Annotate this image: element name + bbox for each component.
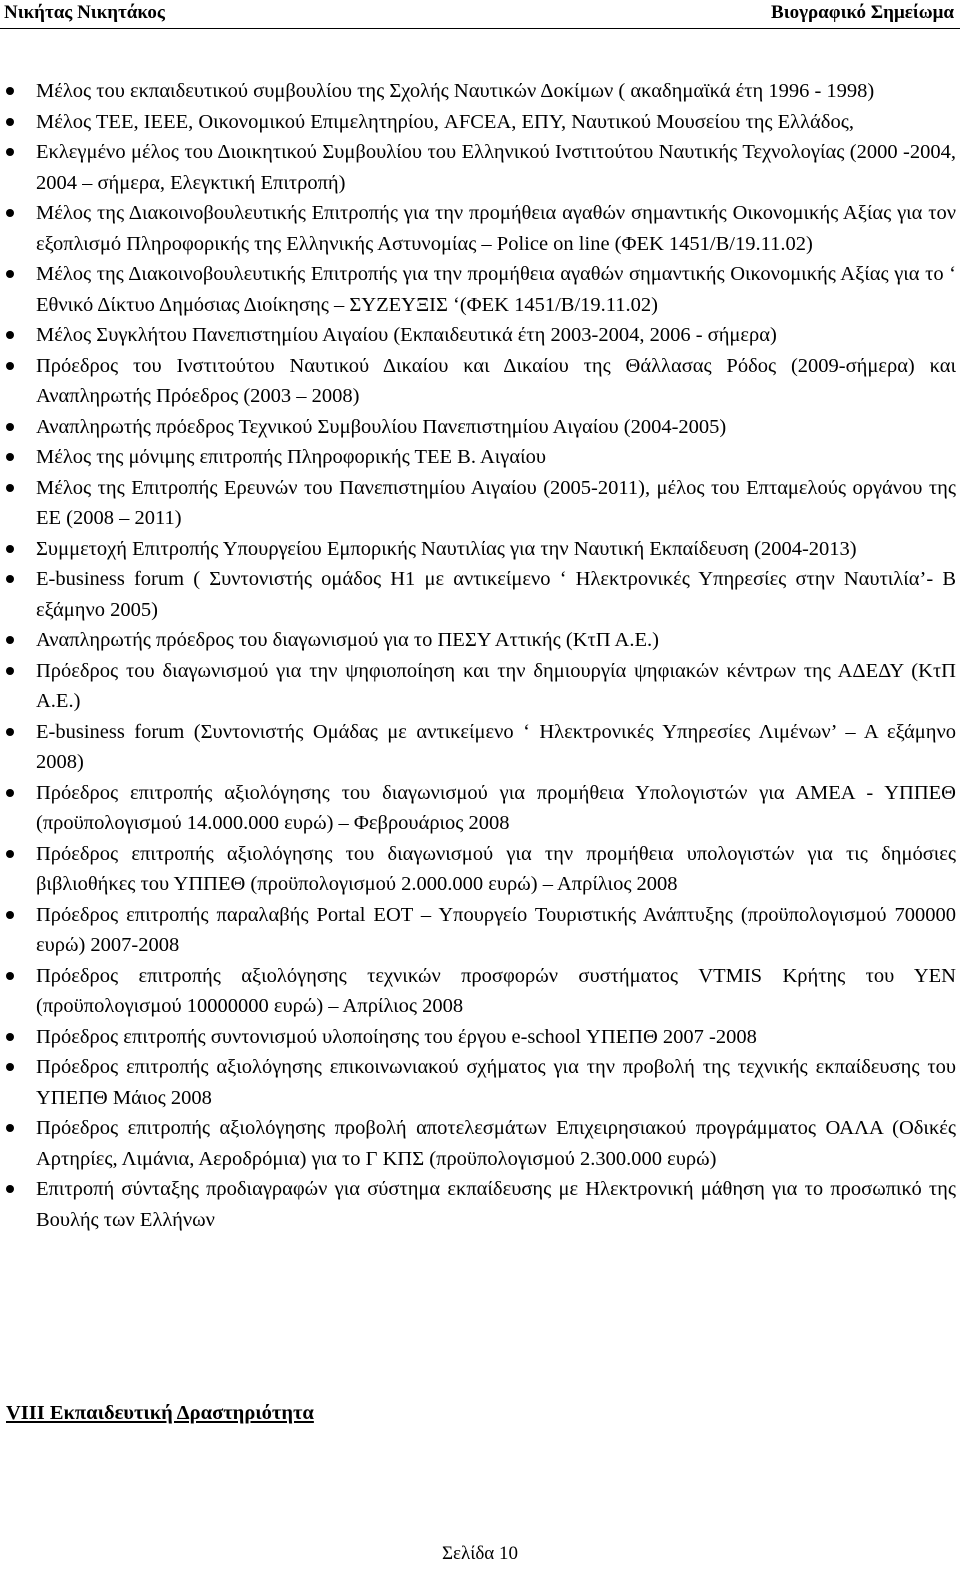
list-item-text: Πρόεδρος επιτροπής αξιολόγησης προβολή αποτελεσμάτων Επιχειρησιακού προγράμματος ΟΑΛΑ (Οδικές Αρτηρίες, Λιμάνια, Αεροδρόμια) για το Γ ΚΠΣ (προϋπολογισμού 2.300.000 ευρώ) — [36, 1117, 956, 1170]
bullet-icon — [6, 667, 14, 675]
list-item-text: Πρόεδρος επιτροπής συντονισμού υλοποίησης του έργου e-school ΥΠΕΠΘ 2007 -2008 — [36, 1025, 757, 1048]
list-item — [0, 564, 960, 625]
list-item — [0, 778, 960, 839]
list-item-text: Πρόεδρος του διαγωνισμού για την ψηφιοποίηση και την δημιουργία ψηφιακών κέντρων της ΑΔΕΔΥ (ΚτΠ Α.Ε.) — [36, 659, 956, 712]
bullet-icon — [6, 1033, 14, 1041]
list-item-text: Πρόεδρος επιτροπής παραλαβής Portal ΕΟΤ – Υπουργείο Τουριστικής Ανάπτυξης (προϋπολογισμού 700000 ευρώ) 2007-2008 — [36, 903, 956, 956]
bullet-icon — [6, 850, 14, 858]
bullet-icon — [6, 789, 14, 797]
list-item-text: E-business forum (Συντονιστής Ομάδας με αντικείμενο ‘ Ηλεκτρονικές Υπηρεσίες Λιμένων’ – Α εξάμηνο 2008) — [36, 720, 956, 773]
list-item — [0, 1052, 960, 1113]
list-item-text: Πρόεδρος επιτροπής αξιολόγησης επικοινωνιακού σχήματος για την προβολή της τεχνικής εκπαίδευσης του ΥΠΕΠΘ Μάιος 2008 — [36, 1056, 956, 1109]
bullet-icon — [6, 1185, 14, 1193]
list-item — [0, 442, 960, 473]
section-heading: VIII Εκπαιδευτική Δραστηριότητα — [6, 1402, 314, 1424]
list-item-text: Μέλος της Διακοινοβουλευτικής Επιτροπής για την προμήθεια αγαθών σημαντικής Οικονομικής Αξίας για το ‘ Εθνικό Δίκτυο Δημόσιας Διοίκησης – ΣΥΖΕΥΞΙΣ ‘(ΦΕΚ 1451/Β/19.11.02) — [36, 263, 956, 316]
list-item-text: Επιτροπή σύνταξης προδιαγραφών για σύστημα εκπαίδευσης με Ηλεκτρονική μάθηση για το προσωπικό της Βουλής των Ελλήνων — [36, 1178, 956, 1231]
bullet-icon — [6, 911, 14, 919]
list-item — [0, 320, 960, 351]
bullet-icon — [6, 1124, 14, 1132]
bullet-icon — [6, 331, 14, 339]
header-document-title: Βιογραφικό Σημείωμα — [771, 2, 954, 23]
bullet-icon — [6, 87, 14, 95]
bullet-icon — [6, 545, 14, 553]
list-item-text: Συμμετοχή Επιτροπής Υπουργείου Εμπορικής Ναυτιλίας για την Ναυτική Εκπαίδευση (2004-2013) — [36, 537, 857, 560]
list-item — [0, 259, 960, 320]
list-item-text: Αναπληρωτής πρόεδρος του διαγωνισμού για το ΠΕΣΥ Αττικής (ΚτΠ Α.Ε.) — [36, 629, 659, 651]
list-item — [0, 1174, 960, 1235]
list-item — [0, 839, 960, 900]
list-item-text: E-business forum ( Συντονιστής ομάδος Η1 με αντικείμενο ‘ Ηλεκτρονικές Υπηρεσίες στην Ναυτιλία’- Β εξάμηνο 2005) — [36, 568, 956, 621]
list-item — [0, 137, 960, 198]
list-item-text: Αναπληρωτής πρόεδρος Τεχνικού Συμβουλίου Πανεπιστημίου Αιγαίου (2004-2005) — [36, 415, 727, 438]
list-item-text: Πρόεδρος του Ινστιτούτου Ναυτικού Δικαίου και Δικαίου της Θάλλασας Ρόδος (2009-σήμερα) και Αναπληρωτής Πρόεδρος (2003 – 2008) — [36, 354, 956, 407]
list-item-text: Εκλεγμένο μέλος του Διοικητικού Συμβουλίου του Ελληνικού Ινστιτούτου Ναυτικής Τεχνολογίας (2000 -2004, 2004 – σήμερα, Ελεγκτική Επιτροπή) — [36, 141, 956, 194]
bullet-icon — [6, 118, 14, 126]
bullet-icon — [6, 575, 14, 583]
bullet-icon — [6, 423, 14, 431]
bullet-icon — [6, 362, 14, 370]
list-item-text: Μέλος του εκπαιδευτικού συμβουλίου της Σχολής Ναυτικών Δοκίμων ( ακαδημαϊκά έτη 1996 - 1998) — [36, 80, 875, 102]
header-author: Νικήτας Νικητάκος — [4, 2, 165, 23]
list-item — [0, 1113, 960, 1174]
list-item-text: Μέλος της μόνιμης επιτροπής Πληροφορικής ΤΕΕ Β. Αιγαίου — [36, 446, 546, 468]
page-header — [0, 0, 960, 29]
bullet-icon — [6, 1063, 14, 1071]
page-number: Σελίδα 10 — [441, 1543, 519, 1564]
bullet-icon — [6, 209, 14, 217]
list-item — [0, 1022, 960, 1053]
list-item — [0, 534, 960, 565]
list-item — [0, 717, 960, 778]
list-item — [0, 473, 960, 534]
list-item — [0, 107, 960, 138]
list-item-text: Μέλος ΤΕΕ, IEEE, Οικονομικού Επιμελητηρίου, AFCEA, ΕΠΥ, Ναυτικού Μουσείου της Ελλάδος, — [36, 110, 854, 133]
list-item-text: Πρόεδρος επιτροπής αξιολόγησης του διαγωνισμού για την προμήθεια υπολογιστών για τις δημόσιες βιβλιοθήκες του ΥΠΠΕΘ (προϋπολογισμού 2.000.000 ευρώ) – Απρίλιος 2008 — [36, 842, 956, 895]
bullet-icon — [6, 728, 14, 736]
list-item-text: Μέλος της Επιτροπής Ερευνών του Πανεπιστημίου Αιγαίου (2005-2011), μέλος του Επταμελούς οργάνου της ΕΕ (2008 – 2011) — [36, 476, 956, 529]
bullet-icon — [6, 453, 14, 461]
list-item-text: Μέλος της Διακοινοβουλευτικής Επιτροπής για την προμήθεια αγαθών σημαντικής Οικονομικής Αξίας για τον εξοπλισμό Πληροφορικής της Ελληνικής Αστυνομίας – Police on line (ΦΕΚ 1451/Β/19.11.02) — [36, 202, 956, 255]
list-item — [0, 198, 960, 259]
bullet-icon — [6, 484, 14, 492]
bullet-icon — [6, 148, 14, 156]
list-item — [0, 412, 960, 443]
list-item-text: Πρόεδρος επιτροπής αξιολόγησης τεχνικών προσφορών συστήματος VTMIS Κρήτης του ΥΕΝ (προϋπολογισμού 10000000 ευρώ) – Απρίλιος 2008 — [36, 964, 956, 1017]
list-item-text: Μέλος Συγκλήτου Πανεπιστημίου Αιγαίου (Εκπαιδευτικά έτη 2003-2004, 2006 - σήμερα) — [36, 324, 777, 346]
list-item — [0, 351, 960, 412]
bullet-icon — [6, 270, 14, 278]
list-item — [0, 900, 960, 961]
list-item — [0, 76, 960, 107]
bullet-icon — [6, 636, 14, 644]
activity-list — [0, 76, 960, 1235]
bullet-icon — [6, 972, 14, 980]
list-item-text: Πρόεδρος επιτροπής αξιολόγησης του διαγωνισμού για προμήθεια Υπολογιστών για ΑΜΕΑ - ΥΠΠΕΘ (προϋπολογισμού 14.000.000 ευρώ) – Φεβρουάριος 2008 — [36, 781, 956, 834]
list-item — [0, 961, 960, 1022]
list-item — [0, 656, 960, 717]
list-item — [0, 625, 960, 656]
